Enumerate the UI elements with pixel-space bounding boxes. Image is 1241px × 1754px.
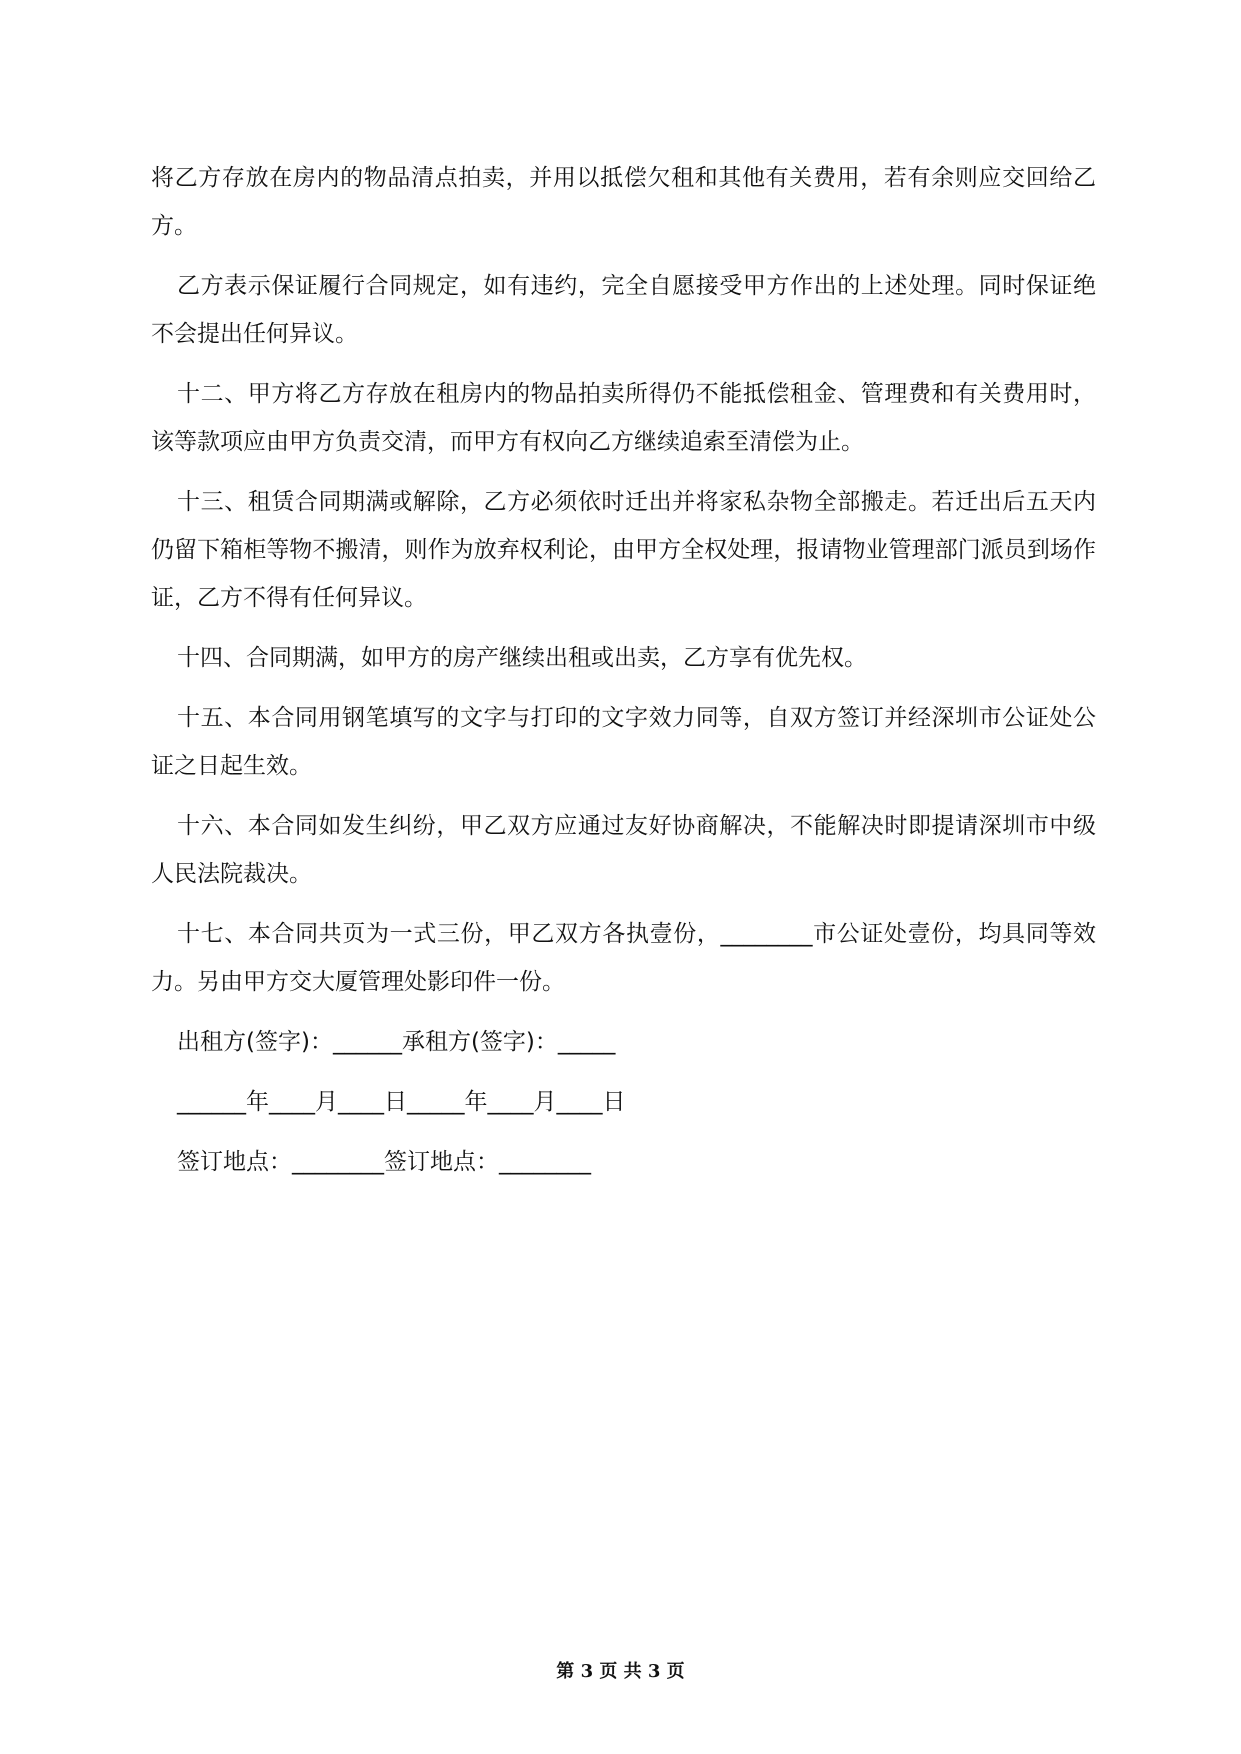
paragraph-clause-14: 十四、合同期满，如甲方的房产继续出租或出卖，乙方享有优先权。 <box>177 645 867 671</box>
paragraph-clause-15: 十五、本合同用钢笔填写的文字与打印的文字效力同等，自双方签订并经深圳市公证处公证之日起生效。 <box>151 705 1096 779</box>
page-footer <box>0 1660 1241 1684</box>
page-number-indicator: 第 3 页 共 3 页 <box>556 1661 685 1682</box>
signature-date-line: ______年____月____日_____年____月____日 <box>177 1089 626 1115</box>
signature-block <box>151 1018 1096 1186</box>
paragraph-clause-12: 十二、甲方将乙方存放在租房内的物品拍卖所得仍不能抵偿租金、管理费和有关费用时，该等款项应由甲方负责交清，而甲方有权向乙方继续追索至清偿为止。 <box>151 381 1096 455</box>
signature-place-line: 签订地点：________签订地点：________ <box>177 1149 591 1175</box>
paragraph-clause-17: 十七、本合同共页为一式三份，甲乙双方各执壹份，________市公证处壹份，均具同等效力。另由甲方交大厦管理处影印件一份。 <box>151 921 1096 995</box>
paragraph-tenant-guarantee: 乙方表示保证履行合同规定，如有违约，完全自愿接受甲方作出的上述处理。同时保证绝不会提出任何异议。 <box>151 273 1096 347</box>
paragraph-item-disposal-clause: 将乙方存放在房内的物品清点拍卖，并用以抵偿欠租和其他有关费用，若有余则应交回给乙方。 <box>151 165 1096 239</box>
paragraph-clause-13: 十三、租赁合同期满或解除，乙方必须依时迁出并将家私杂物全部搬走。若迁出后五天内仍留下箱柜等物不搬清，则作为放弃权利论，由甲方全权处理，报请物业管理部门派员到场作证，乙方不得有任何异议。 <box>151 489 1096 611</box>
signature-parties-line: 出租方(签字)：______承租方(签字)：_____ <box>177 1029 616 1055</box>
paragraph-clause-16: 十六、本合同如发生纠纷，甲乙双方应通过友好协商解决，不能解决时即提请深圳市中级人民法院裁决。 <box>151 813 1096 887</box>
contract-body <box>151 154 1096 1186</box>
